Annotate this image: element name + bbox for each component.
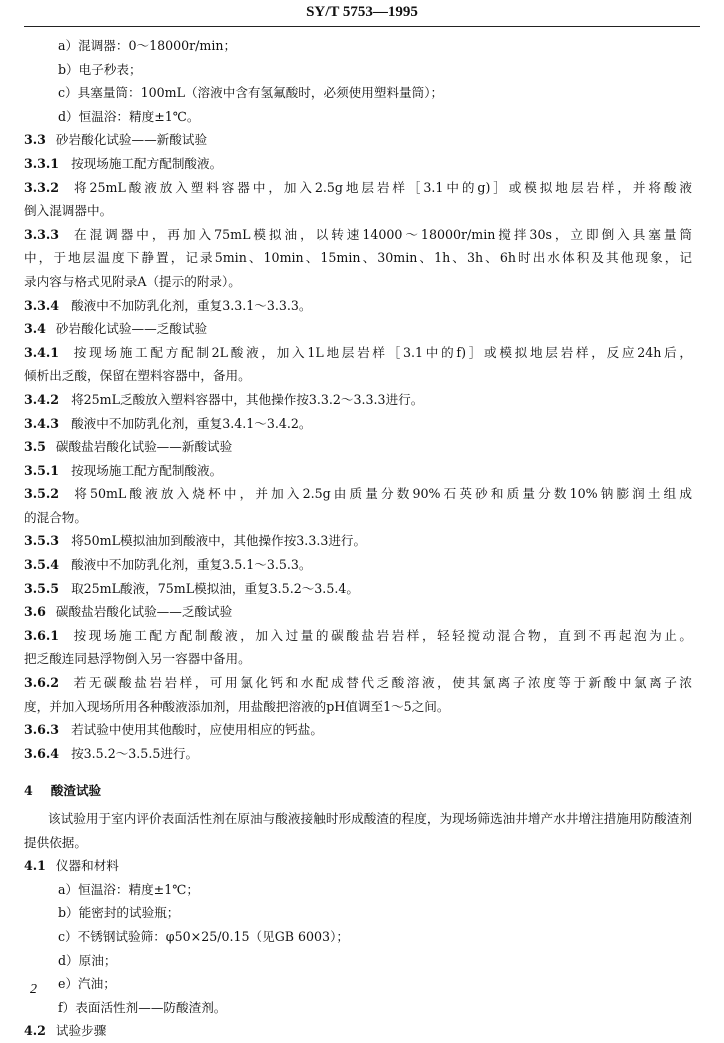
clause-line (24, 671, 692, 695)
list-item: b）电子秒表； (58, 61, 142, 77)
clause-line (24, 624, 692, 648)
clause-text: 按现场施工配方配制酸液。 (71, 462, 223, 478)
clause-number: 3.5.1 (24, 462, 60, 478)
clause-number: 3.4.2 (24, 391, 60, 407)
clause-continuation: 的混合物。 (24, 509, 87, 525)
clause-line (24, 482, 692, 506)
clause-line (24, 412, 692, 436)
clause-continuation: 度，并加入现场所用各种酸液添加剂，用盐酸把溶液的pH值调至1～5之间。 (24, 698, 450, 714)
subsection-heading (24, 317, 692, 341)
heading-text: 试验步骤 (55, 1023, 107, 1039)
clause-text: 将25mL酸液放入塑料容器中，加入2.5g地层岩样［3.1中的g)］或模拟地层岩样，并将酸液 (71, 179, 692, 195)
clause-text: 将50mL酸液放入烧杯中，并加入2.5g由质量分数90%石英砂和质量分数10%钠膨润土组成 (71, 486, 692, 502)
clause-number: 3.6.2 (24, 675, 60, 691)
clause-text: 若试验中使用其他酸时，应使用相应的钙盐。 (71, 722, 323, 738)
subsection-heading (24, 128, 692, 152)
document-body (24, 34, 692, 1043)
clause-text: 按现场施工配方配制2L酸液，加入1L地层岩样［3.1中的f)］或模拟地层岩样，反应24h后， (71, 344, 692, 360)
clause-continuation: 中，于地层温度下静置，记录5min、10min、15min、30min、1h、3h、6h时出水体积及其他现象，记 (24, 250, 692, 266)
clause-line (24, 553, 692, 577)
clause-number: 3.5.5 (24, 580, 60, 596)
clause-line (24, 718, 692, 742)
list-item: c）不锈钢试验筛：φ50×25/0.15（见GB 6003）； (58, 928, 349, 944)
clause-line (24, 176, 692, 200)
clause-text: 将25mL乏酸放入塑料容器中，其他操作按3.3.2～3.3.3进行。 (71, 391, 424, 407)
heading-number: 3.5 (24, 439, 46, 455)
clause-text: 在混调器中，再加入75mL模拟油，以转速14000～18000r/min搅拌30s，立即倒入具塞量筒 (71, 226, 692, 242)
clause-line (24, 459, 692, 483)
clause-number: 3.3.3 (24, 226, 60, 242)
clause-line (24, 341, 692, 365)
clause-number: 3.5.4 (24, 557, 60, 573)
clause-number: 3.3.2 (24, 179, 60, 195)
heading-number: 4.2 (24, 1023, 46, 1039)
heading-text: 碳酸盐岩酸化试验——新酸试验 (55, 439, 233, 455)
list-item: c）具塞量筒：100mL（溶液中含有氢氟酸时，必须使用塑料量筒）； (58, 85, 444, 101)
subsection-heading (24, 1019, 692, 1043)
page-number: 2 (30, 982, 37, 997)
clause-text: 按3.5.2～3.5.5进行。 (71, 745, 199, 761)
heading-number: 3.6 (24, 604, 46, 620)
clause-number: 3.5.3 (24, 533, 60, 549)
heading-text: 碳酸盐岩酸化试验——乏酸试验 (55, 604, 233, 620)
clause-text: 按现场施工配方配制酸液。 (71, 155, 223, 171)
clause-number: 3.6.3 (24, 722, 60, 738)
clause-line (24, 223, 692, 247)
standard-code-header: SY/T 5753—1995 (306, 4, 418, 20)
clause-continuation: 把乏酸连同悬浮物倒入另一容器中备用。 (24, 651, 251, 667)
clause-continuation: 倾析出乏酸，保留在塑料容器中，备用。 (24, 368, 251, 384)
clause-number: 3.3.4 (24, 297, 60, 313)
clause-text: 酸液中不加防乳化剂，重复3.5.1～3.5.3。 (71, 557, 312, 573)
clause-number: 3.4.3 (24, 415, 60, 431)
clause-text: 将50mL模拟油加到酸液中，其他操作按3.3.3进行。 (71, 533, 367, 549)
clause-line (24, 529, 692, 553)
clause-number: 3.5.2 (24, 486, 60, 502)
clause-continuation: 倒入混调器中。 (24, 203, 113, 219)
clause-text: 取25mL酸液，75mL模拟油，重复3.5.2～3.5.4。 (71, 580, 359, 596)
list-item: d）原油； (58, 952, 117, 968)
clause-line (24, 294, 692, 318)
heading-number: 3.3 (24, 132, 46, 148)
clause-number: 3.3.1 (24, 155, 60, 171)
list-item: a）混调器：0～18000r/min； (58, 38, 237, 53)
clause-number: 3.6.1 (24, 627, 60, 643)
list-item: d）恒温浴：精度±1℃。 (58, 108, 200, 124)
list-item: e）汽油； (58, 976, 116, 992)
list-item: b）能密封的试验瓶； (58, 905, 180, 921)
section-title: 酸渣试验 (50, 783, 102, 799)
clause-line (24, 577, 692, 601)
section-number: 4 (24, 783, 33, 799)
clause-line (24, 152, 692, 176)
clause-text: 若无碳酸盐岩岩样，可用氯化钙和水配成替代乏酸溶液，使其氯离子浓度等于新酸中氯离子浓 (71, 675, 692, 691)
clause-text: 按现场施工配方配制酸液，加入过量的碳酸盐岩岩样，轻轻搅动混合物，直到不再起泡为止。 (71, 627, 692, 643)
heading-number: 3.4 (24, 321, 46, 337)
intro-paragraph: 该试验用于室内评价表面活性剂在原油与酸液接触时形成酸渣的程度，为现场筛选油井增产水井增注措施用防酸渣剂提供依据。 (24, 811, 692, 850)
subsection-heading (24, 600, 692, 624)
heading-number: 4.1 (24, 858, 46, 874)
list-item: a）恒温浴：精度±1℃； (58, 881, 199, 897)
clause-text: 酸液中不加防乳化剂，重复3.3.1～3.3.3。 (71, 297, 312, 313)
clause-text: 酸液中不加防乳化剂，重复3.4.1～3.4.2。 (71, 415, 312, 431)
subsection-heading (24, 854, 692, 878)
subsection-heading (24, 435, 692, 459)
clause-number: 3.6.4 (24, 745, 60, 761)
section-heading (24, 779, 692, 803)
clause-continuation: 录内容与格式见附录A（提示的附录）。 (24, 273, 241, 289)
header-rule (24, 26, 700, 27)
clause-number: 3.4.1 (24, 344, 60, 360)
heading-text: 砂岩酸化试验——新酸试验 (55, 132, 208, 148)
clause-line (24, 388, 692, 412)
heading-text: 砂岩酸化试验——乏酸试验 (55, 321, 208, 337)
section-gap (24, 765, 692, 769)
clause-line (24, 742, 692, 766)
heading-text: 仪器和材料 (55, 858, 119, 874)
list-item: f）表面活性剂——防酸渣剂。 (58, 999, 227, 1015)
